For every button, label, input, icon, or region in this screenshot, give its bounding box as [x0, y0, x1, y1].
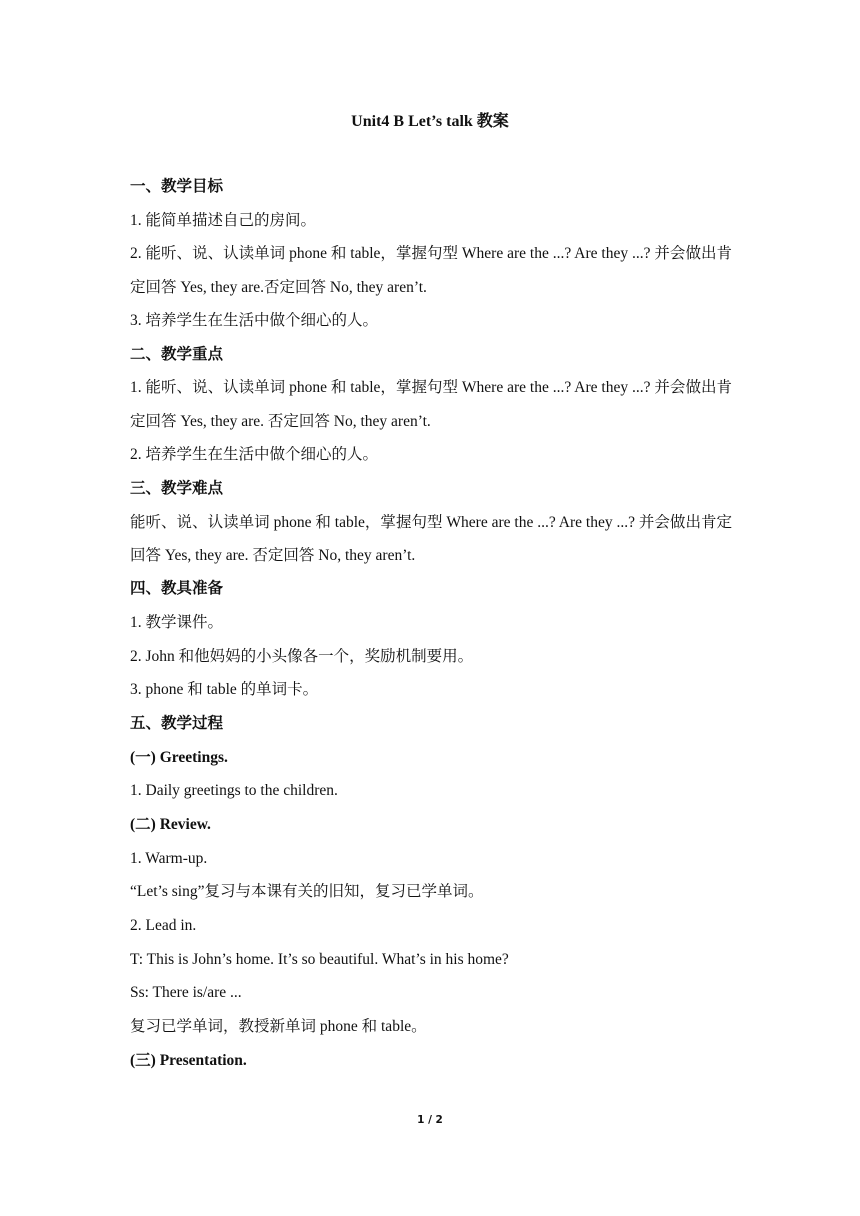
paragraph: “Let’s sing”复习与本课有关的旧知，复习已学单词。: [130, 883, 484, 901]
paragraph: 1. 能简单描述自己的房间。: [130, 211, 317, 229]
section-heading: (三) Presentation.: [130, 1051, 247, 1069]
paragraph: 2. Lead in.: [130, 917, 197, 935]
paragraph: 2. 能听、说、认读单词 phone 和 table，掌握句型 Where are the ...? Are they ...? 并会做出肯定回答 Yes, they are.否定回答 No, they aren’t.: [130, 245, 732, 297]
paragraph: 3. phone 和 table 的单词卡。: [130, 681, 319, 699]
paragraph: 1. 能听、说、认读单词 phone 和 table，掌握句型 Where are the ...? Are they ...? 并会做出肯定回答 Yes, they are. 否定回答 No, they aren’t.: [130, 379, 732, 431]
page-number: 1 / 2: [417, 1114, 443, 1126]
document-body: [130, 175, 732, 1083]
paragraph: 1. 教学课件。: [130, 613, 224, 631]
section-heading: 二、教学重点: [130, 345, 224, 363]
paragraph: 2. John 和他妈妈的小头像各一个，奖励机制要用。: [130, 647, 474, 665]
paragraph: 2. 培养学生在生活中做个细心的人。: [130, 446, 379, 464]
paragraph: T: This is John’s home. It’s so beautiful. What’s in his home?: [130, 950, 509, 968]
section-heading: 三、教学难点: [130, 479, 224, 497]
paragraph: 1. Daily greetings to the children.: [130, 782, 338, 800]
section-heading: 四、教具准备: [130, 580, 224, 598]
section-heading: 五、教学过程: [130, 714, 224, 732]
section-heading: 一、教学目标: [130, 178, 224, 195]
paragraph: Ss: There is/are ...: [130, 984, 242, 1002]
section-heading: (二) Review.: [130, 816, 211, 834]
paragraph: 3. 培养学生在生活中做个细心的人。: [130, 312, 379, 330]
paragraph: 1. Warm-up.: [130, 849, 208, 867]
paragraph: 能听、说、认读单词 phone 和 table，掌握句型 Where are the ...? Are they ...? 并会做出肯定回答 Yes, they are. 否定回答 No, they aren’t.: [130, 513, 732, 565]
section-heading: (一) Greetings.: [130, 748, 228, 766]
document-title: Unit4 B Let’s talk 教案: [351, 113, 509, 130]
paragraph: 复习已学单词，教授新单词 phone 和 table。: [130, 1018, 427, 1036]
